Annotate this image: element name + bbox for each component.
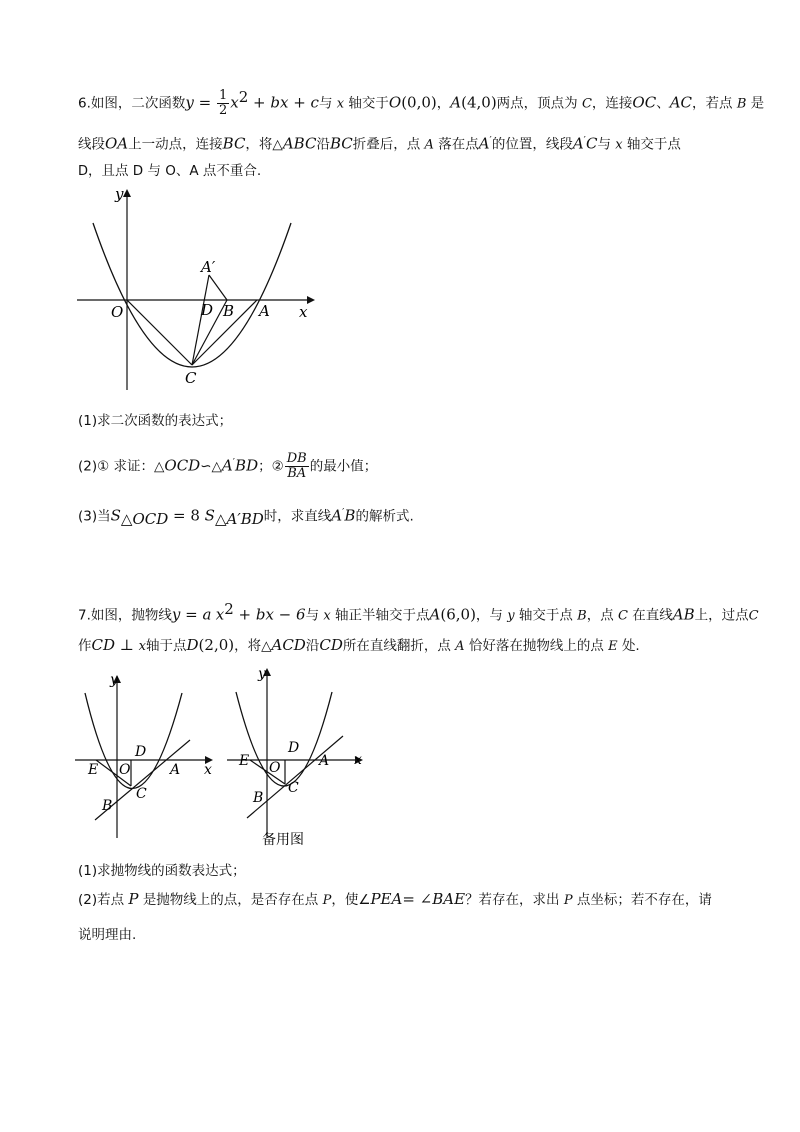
math-OA: OA bbox=[105, 134, 129, 153]
math-x: x bbox=[336, 96, 345, 112]
q7-text: 恰好落在抛物线上的点 bbox=[468, 638, 604, 654]
fraction-db-ba bbox=[285, 452, 309, 481]
label-D: D bbox=[201, 301, 214, 319]
q6-text: (2) bbox=[78, 458, 98, 475]
q7-text: 所在直线翻折，点 bbox=[342, 638, 451, 654]
q6-text: ∽△ bbox=[200, 458, 222, 475]
math-point: (2,0) bbox=[198, 636, 235, 654]
math-CD: CD bbox=[91, 636, 116, 654]
q6-text: ；② bbox=[258, 458, 284, 475]
q6-text: 两点，顶点为 bbox=[496, 95, 578, 112]
q7-figure-backup bbox=[222, 662, 372, 852]
q6-part-1: (1)求二次函数的表达式； bbox=[78, 413, 233, 429]
math-OCD: OCD bbox=[164, 456, 201, 475]
math-y: y bbox=[171, 605, 181, 624]
parabola bbox=[85, 693, 182, 789]
backup-caption: 备用图 bbox=[262, 832, 304, 848]
label-y: y bbox=[258, 666, 266, 682]
q7-text: 处. bbox=[621, 638, 640, 654]
frac-den: 2 bbox=[218, 103, 228, 118]
frac-den: BA bbox=[287, 466, 307, 481]
math-S: S bbox=[204, 506, 215, 525]
math-ACD: ACD bbox=[271, 636, 306, 654]
math-A: A bbox=[572, 134, 584, 153]
math-A: A bbox=[429, 605, 441, 624]
parabola bbox=[93, 223, 291, 367]
label-B: B bbox=[223, 302, 235, 320]
math-A: A bbox=[455, 639, 465, 654]
math-C: C bbox=[618, 608, 628, 624]
q6-text: (3)当 bbox=[78, 508, 111, 525]
math-eq: = 8 bbox=[168, 506, 205, 525]
q7-text: ，与 bbox=[475, 607, 503, 624]
math-prime: ′ bbox=[237, 510, 241, 529]
q7-text: ？若存在，求出 bbox=[465, 892, 560, 908]
math-A: A bbox=[424, 137, 434, 153]
q7-text: 轴于点 bbox=[146, 638, 187, 654]
q7-text: 点坐标；若不存在，请 bbox=[576, 892, 712, 908]
label-y: y bbox=[110, 672, 118, 688]
q7-text: 作 bbox=[78, 638, 92, 654]
q6-text: 与 bbox=[597, 136, 611, 153]
segment-ApC bbox=[192, 275, 209, 365]
math-S: S bbox=[110, 506, 121, 525]
q7-text: 7.如图，抛物线 bbox=[78, 607, 172, 624]
frac-num: 1 bbox=[218, 88, 228, 103]
q6-text: 沿 bbox=[316, 136, 330, 153]
label-O: O bbox=[119, 762, 131, 778]
q7-text: ，将△ bbox=[234, 638, 272, 654]
q7-part-2-cont: 说明理由. bbox=[78, 927, 137, 943]
math-rest: + bx − 6 bbox=[233, 605, 306, 624]
math-point: (4,0) bbox=[461, 93, 497, 112]
math-B: B bbox=[736, 96, 747, 112]
q7-part-2 bbox=[78, 888, 730, 912]
label-D: D bbox=[288, 740, 300, 756]
q6-line-2 bbox=[78, 130, 730, 157]
q7-text: 在直线 bbox=[632, 607, 673, 624]
math-O: O bbox=[388, 93, 402, 112]
label-x: x bbox=[354, 752, 362, 768]
label-C: C bbox=[185, 369, 197, 387]
math-A: A bbox=[331, 506, 343, 525]
math-perp: ⊥ bbox=[115, 636, 139, 654]
q6-line-1 bbox=[78, 86, 765, 118]
parabola bbox=[236, 692, 332, 786]
q6-text: ，且点 D 与 O、A 点不重合. bbox=[88, 163, 262, 179]
math-B: B bbox=[344, 506, 356, 525]
math-AC: AC bbox=[669, 93, 693, 112]
q7-text: = ∠ bbox=[402, 890, 433, 908]
label-y: y bbox=[115, 185, 124, 203]
math-D: D bbox=[78, 164, 89, 179]
q6-text: 上一动点，连接 bbox=[128, 136, 223, 153]
math-P: P bbox=[322, 893, 332, 908]
math-x: x bbox=[615, 137, 623, 153]
q6-text: ， bbox=[436, 95, 451, 112]
q6-text: 的位置，线段 bbox=[491, 136, 573, 153]
q7-text: 与 bbox=[305, 607, 320, 624]
math-point: (0,0) bbox=[401, 93, 437, 112]
y-axis-arrow bbox=[123, 189, 131, 197]
math-y: y bbox=[185, 93, 194, 112]
q6-part-3 bbox=[78, 502, 730, 530]
q6-text: ① 求证：△ bbox=[97, 458, 165, 475]
frac-num: DB bbox=[286, 451, 307, 466]
label-O: O bbox=[269, 760, 281, 776]
math-x: x bbox=[215, 605, 225, 624]
q6-text: 与 bbox=[318, 95, 333, 112]
math-P: P bbox=[128, 890, 139, 908]
math-C: C bbox=[748, 608, 759, 624]
math-BC: BC bbox=[329, 134, 353, 153]
q6-text: 时，求直线 bbox=[263, 508, 332, 525]
label-C: C bbox=[288, 780, 299, 796]
q6-text: 落在点 bbox=[438, 136, 479, 153]
q6-text: ，将△ bbox=[245, 136, 283, 153]
q7-text: 上，过点 bbox=[694, 607, 749, 624]
math-x: x bbox=[230, 93, 239, 112]
math-C: C bbox=[581, 96, 592, 112]
q6-text: 轴交于 bbox=[348, 95, 389, 112]
segment-OC bbox=[127, 300, 192, 365]
math-CD: CD bbox=[319, 636, 343, 654]
math-A: A bbox=[478, 134, 490, 153]
segment-ApB bbox=[209, 275, 227, 300]
fraction-half bbox=[217, 89, 229, 118]
math-prime: ′ bbox=[489, 135, 492, 146]
math-sub bbox=[215, 510, 264, 528]
q6-text: 线段 bbox=[78, 136, 105, 153]
q7-text: 轴正半轴交于点 bbox=[335, 607, 430, 624]
math-sub-a: △A bbox=[214, 510, 238, 529]
label-E: E bbox=[239, 753, 250, 769]
label-D: D bbox=[135, 744, 147, 760]
label-x: x bbox=[204, 762, 212, 778]
q7-text: (2)若点 bbox=[78, 892, 125, 908]
math-sub-b: BD bbox=[240, 510, 264, 529]
q7-text: ，点 bbox=[586, 607, 614, 624]
label-C: C bbox=[136, 786, 147, 802]
q6-text: 轴交于点 bbox=[626, 136, 681, 153]
q6-text: 是 bbox=[750, 95, 765, 112]
math-prime: ′ bbox=[342, 507, 345, 518]
math-prime: ′ bbox=[583, 135, 586, 146]
x-axis-arrow bbox=[307, 296, 315, 304]
math-PEA: PEA bbox=[370, 890, 403, 908]
label-E: E bbox=[88, 762, 99, 778]
q6-figure bbox=[75, 185, 325, 395]
label-A: A bbox=[319, 753, 330, 769]
math-AB: AB bbox=[672, 605, 695, 624]
q6-text: 的最小值； bbox=[309, 458, 378, 475]
label-B: B bbox=[253, 790, 264, 806]
math-sub: △OCD bbox=[120, 510, 169, 529]
math-sq: 2 bbox=[224, 600, 234, 618]
math-B: B bbox=[577, 608, 587, 624]
q7-text: 是抛物线上的点，是否存在点 bbox=[142, 892, 319, 908]
q6-text: 折叠后，点 bbox=[352, 136, 421, 153]
label-x: x bbox=[299, 303, 308, 321]
math-eq: = bbox=[193, 93, 216, 112]
q7-text: ，使∠ bbox=[331, 892, 371, 908]
label-A: A bbox=[170, 762, 181, 778]
math-A: A bbox=[450, 93, 462, 112]
math-sq: 2 bbox=[238, 88, 249, 106]
math-bx: + bx + c bbox=[248, 93, 319, 112]
label-O: O bbox=[111, 303, 124, 321]
math-P: P bbox=[563, 893, 573, 908]
math-A: A bbox=[221, 456, 233, 475]
q6-text: 的解析式. bbox=[355, 508, 414, 525]
q6-text: 、 bbox=[656, 95, 670, 112]
q7-figure-main bbox=[70, 668, 230, 840]
q7-line-2 bbox=[78, 634, 730, 658]
math-BD: BD bbox=[235, 456, 259, 475]
label-A: A bbox=[259, 302, 270, 320]
math-BAE: BAE bbox=[432, 890, 466, 908]
math-C: C bbox=[585, 134, 598, 153]
label-B: B bbox=[102, 798, 113, 814]
math-point: (6,0) bbox=[440, 605, 476, 624]
math-BC: BC bbox=[222, 134, 246, 153]
math-ABC: ABC bbox=[282, 134, 317, 153]
label-Ap: A′ bbox=[201, 258, 216, 276]
math-y: y bbox=[507, 608, 515, 624]
math-E: E bbox=[608, 639, 618, 654]
q7-part-1: (1)求抛物线的函数表达式； bbox=[78, 863, 246, 879]
q6-text: ，连接 bbox=[591, 95, 633, 112]
math-x: x bbox=[138, 639, 147, 654]
q6-text: 6.如图，二次函数 bbox=[78, 95, 186, 112]
math-a: a bbox=[202, 605, 212, 624]
math-x: x bbox=[323, 608, 331, 624]
q7-text: 沿 bbox=[305, 638, 320, 654]
q7-text: 轴交于点 bbox=[518, 607, 573, 624]
q6-part-2 bbox=[78, 450, 730, 481]
q6-line-3 bbox=[78, 160, 730, 183]
math-eq: = bbox=[180, 605, 203, 624]
math-prime: ′ bbox=[232, 457, 236, 468]
q7-line-1 bbox=[78, 598, 759, 628]
q6-text: ，若点 bbox=[692, 95, 733, 112]
math-OC: OC bbox=[632, 93, 657, 112]
math-D: D bbox=[186, 636, 199, 654]
